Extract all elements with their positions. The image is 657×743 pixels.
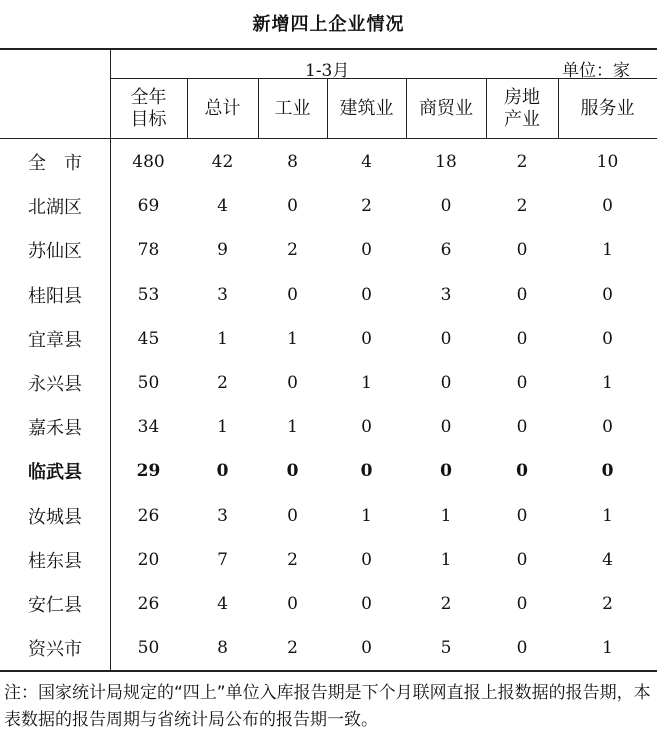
column-header: 服务业 xyxy=(580,98,635,119)
table-rule xyxy=(187,78,188,138)
table-cell: 1 xyxy=(361,505,372,526)
table-cell: 0 xyxy=(602,328,613,349)
table-cell: 0 xyxy=(360,461,373,482)
region-name: 全 市 xyxy=(28,153,82,175)
table-cell: 1 xyxy=(217,417,228,438)
table-cell: 0 xyxy=(440,461,452,482)
table-cell: 1 xyxy=(602,240,613,261)
table-cell: 0 xyxy=(516,549,528,570)
column-header: 建筑业 xyxy=(339,98,394,119)
table-cell: 0 xyxy=(516,417,528,438)
table-cell: 9 xyxy=(217,240,228,261)
table-cell: 0 xyxy=(361,417,372,438)
table-rule xyxy=(110,78,657,79)
table-cell: 2 xyxy=(440,594,452,615)
table-cell: 45 xyxy=(137,328,160,349)
table-cell: 0 xyxy=(602,284,613,305)
table-cell: 26 xyxy=(137,594,160,615)
table-cell: 0 xyxy=(440,328,452,349)
table-cell: 10 xyxy=(596,152,619,173)
table-rule xyxy=(327,78,328,138)
table-cell: 3 xyxy=(440,284,452,305)
table-cell: 2 xyxy=(287,638,298,659)
table-cell: 0 xyxy=(516,328,528,349)
table-rule xyxy=(406,78,407,138)
table-cell: 0 xyxy=(602,196,613,217)
column-header: 总计 xyxy=(204,98,241,119)
table-cell: 1 xyxy=(217,328,228,349)
table-rule xyxy=(258,78,259,138)
table-cell: 0 xyxy=(440,373,452,394)
table-cell: 1 xyxy=(440,505,452,526)
table-cell: 4 xyxy=(361,152,372,173)
table-cell: 4 xyxy=(217,594,228,615)
table-cell: 0 xyxy=(601,461,614,482)
table-cell: 0 xyxy=(602,417,613,438)
table-cell: 0 xyxy=(440,417,452,438)
table-cell: 0 xyxy=(361,284,372,305)
table-rule xyxy=(0,138,657,139)
table-cell: 2 xyxy=(516,152,528,173)
unit-label: 单位：家 xyxy=(562,61,630,81)
table-cell: 0 xyxy=(516,284,528,305)
table-cell: 4 xyxy=(217,196,228,217)
region-name: 安仁县 xyxy=(28,595,82,617)
table-cell: 0 xyxy=(516,638,528,659)
column-header: 全年 目标 xyxy=(130,87,167,130)
table-cell: 1 xyxy=(287,328,298,349)
table-cell: 8 xyxy=(217,638,228,659)
table-cell: 6 xyxy=(440,240,452,261)
table-cell: 1 xyxy=(602,638,613,659)
period-label: 1-3月 xyxy=(305,61,350,81)
column-header: 商贸业 xyxy=(419,98,473,119)
table-cell: 4 xyxy=(602,549,613,570)
table-cell: 480 xyxy=(132,152,165,173)
table-cell: 0 xyxy=(516,373,528,394)
table-cell: 20 xyxy=(137,549,160,570)
table-cell: 0 xyxy=(287,284,298,305)
table-cell: 0 xyxy=(361,328,372,349)
table-cell: 0 xyxy=(287,373,298,394)
table-cell: 69 xyxy=(137,196,160,217)
table-cell: 26 xyxy=(137,505,160,526)
region-name: 资兴市 xyxy=(28,639,82,661)
table-cell: 2 xyxy=(287,240,298,261)
table-cell: 42 xyxy=(211,152,234,173)
table-cell: 2 xyxy=(217,373,228,394)
table-cell: 34 xyxy=(137,417,160,438)
table-cell: 2 xyxy=(287,549,298,570)
table-rule xyxy=(0,670,657,672)
region-name: 临武县 xyxy=(28,462,82,484)
table-cell: 50 xyxy=(137,373,160,394)
region-name: 苏仙区 xyxy=(28,241,82,263)
table-cell: 0 xyxy=(361,240,372,261)
table-cell: 0 xyxy=(516,240,528,261)
table-cell: 0 xyxy=(440,196,452,217)
table-cell: 29 xyxy=(136,461,161,482)
table-cell: 0 xyxy=(287,196,298,217)
table-rule xyxy=(110,48,111,670)
table-rule xyxy=(486,78,487,138)
footnote: 注：国家统计局规定的“四上”单位入库报告期是下个月联网直报上报数据的报告期，本表数据的报告周期与省统计局公布的报告期一致。 xyxy=(4,683,651,730)
table-cell: 0 xyxy=(361,638,372,659)
region-name: 桂阳县 xyxy=(28,285,82,307)
table-cell: 0 xyxy=(287,505,298,526)
table-cell: 1 xyxy=(287,417,298,438)
region-name: 汝城县 xyxy=(28,506,82,528)
table-cell: 5 xyxy=(440,638,452,659)
column-header: 房地 产业 xyxy=(504,87,540,130)
table-cell: 78 xyxy=(137,240,160,261)
table-cell: 2 xyxy=(602,594,613,615)
table-cell: 1 xyxy=(361,373,372,394)
table-cell: 1 xyxy=(602,505,613,526)
table-rule xyxy=(558,78,559,138)
table-cell: 18 xyxy=(435,152,457,173)
table-cell: 53 xyxy=(137,284,160,305)
region-name: 桂东县 xyxy=(28,550,82,572)
table-cell: 1 xyxy=(440,549,452,570)
table-cell: 0 xyxy=(361,549,372,570)
table-cell: 0 xyxy=(516,594,528,615)
table-cell: 7 xyxy=(217,549,228,570)
region-name: 宜章县 xyxy=(28,329,82,351)
table-rule xyxy=(0,48,657,50)
table-cell: 0 xyxy=(516,505,528,526)
table-cell: 8 xyxy=(287,152,298,173)
table-cell: 2 xyxy=(361,196,372,217)
region-name: 北湖区 xyxy=(28,197,82,219)
table-cell: 3 xyxy=(217,505,228,526)
table-cell: 0 xyxy=(516,461,528,482)
table-cell: 0 xyxy=(287,594,298,615)
table-cell: 0 xyxy=(361,594,372,615)
column-header: 工业 xyxy=(274,98,311,119)
table-cell: 50 xyxy=(137,638,160,659)
table-cell: 2 xyxy=(516,196,528,217)
table-cell: 3 xyxy=(217,284,228,305)
table-title: 新增四上企业情况 xyxy=(252,14,405,35)
region-name: 永兴县 xyxy=(28,374,82,396)
region-name: 嘉禾县 xyxy=(28,418,82,440)
table-cell: 0 xyxy=(216,461,229,482)
table-cell: 0 xyxy=(286,461,299,482)
table-cell: 1 xyxy=(602,373,613,394)
